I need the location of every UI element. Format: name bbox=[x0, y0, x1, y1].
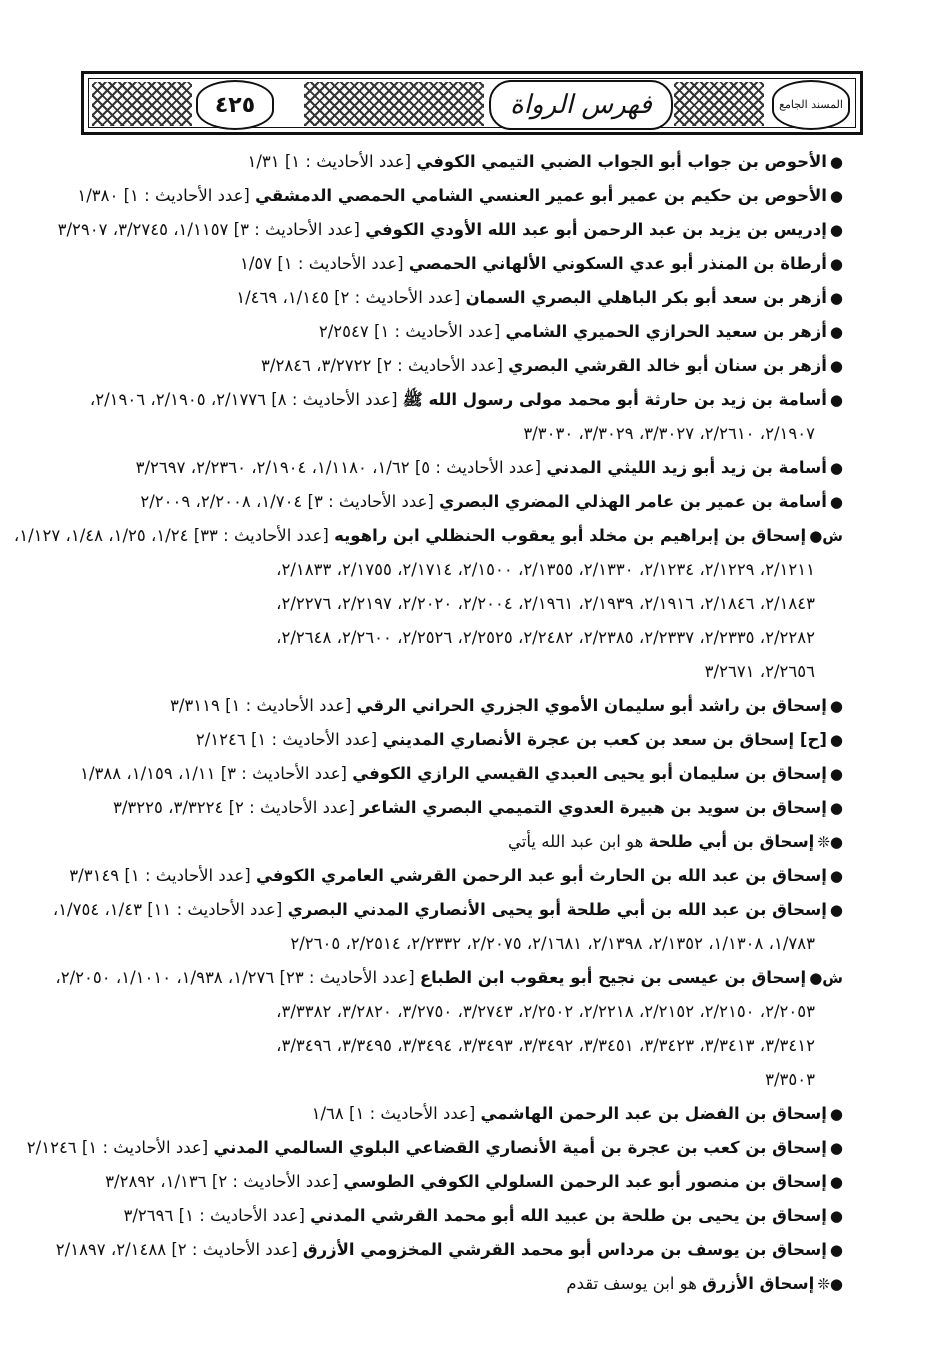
entry-bullet: ● bbox=[829, 221, 843, 239]
entry-bullet: ● bbox=[829, 493, 843, 511]
hadith-count: [عدد الأحاديث : ٨] bbox=[271, 390, 398, 409]
hadith-references: ٣/٢٦٩٦ bbox=[123, 1206, 174, 1225]
references-continuation: ٣/٣٥٠٣ bbox=[765, 1070, 815, 1089]
index-entry bbox=[57, 213, 843, 247]
narrator-name: أسامة بن زيد أبو زيد الليثي المدني bbox=[546, 458, 827, 477]
index-entry bbox=[55, 1233, 843, 1267]
hadith-count: [عدد الأحاديث : ١١] bbox=[147, 900, 283, 919]
index-entry bbox=[83, 247, 843, 281]
narrator-name: إسحاق بن عيسى بن نجيح أبو يعقوب ابن الطباع bbox=[419, 968, 807, 987]
hadith-count: [عدد الأحاديث : ١] bbox=[277, 254, 404, 273]
index-entry bbox=[83, 1267, 843, 1301]
entry-bullet: ● bbox=[829, 187, 843, 205]
hadith-count: [عدد الأحاديث : ٣] bbox=[307, 492, 434, 511]
hadith-count: [عدد الأحاديث : ١] bbox=[250, 730, 378, 749]
page-header bbox=[81, 71, 863, 135]
hadith-count: [عدد الأحاديث : ١] bbox=[374, 322, 501, 341]
hadith-references: ١/١١، ١/١٥٩، ١/٣٨٨ bbox=[80, 764, 216, 783]
narrator-name: أسامة بن زيد بن حارثة أبو محمد مولى رسول الله ﷺ bbox=[402, 390, 827, 409]
hadith-count: [عدد الأحاديث : ١] bbox=[349, 1104, 476, 1123]
hadith-count: [عدد الأحاديث : ١] bbox=[284, 152, 412, 171]
entry-bullet: ● bbox=[829, 1139, 843, 1157]
entry-bullet: ● bbox=[829, 799, 843, 817]
index-entry bbox=[80, 757, 843, 791]
hadith-count: [عدد الأحاديث : ٢٣] bbox=[279, 968, 415, 987]
hadith-references: ٣/٣٢٢٤، ٣/٣٢٢٥ bbox=[113, 798, 224, 817]
hadith-references: ١/٥٧ bbox=[239, 254, 273, 273]
hadith-count: [عدد الأحاديث : ٣] bbox=[233, 220, 360, 239]
hadith-count: هو ابن عبد الله يأتي bbox=[508, 832, 644, 851]
references-continuation: ٢/٢٦٥٦، ٣/٢٦٧١ bbox=[704, 662, 815, 681]
hadith-references: ١/٦٨ bbox=[311, 1104, 344, 1123]
narrator-name: إسحاق بن سويد بن هبيرة العدوي التميمي البصري الشاعر bbox=[360, 798, 827, 817]
narrator-name: أزهر بن سعد أبو بكر الباهلي البصري السمان bbox=[465, 288, 827, 307]
narrator-name: إسحاق بن كعب بن عجرة بن أمية الأنصاري القضاعي البلوي السالمي المدني bbox=[213, 1138, 827, 1157]
references-continuation: ١/٧٨٣، ١/١٣٠٨، ٢/١٣٥٢، ٢/١٣٩٨، ٢/١٦٨١، ٢/٢٠٧٥، ٢/٢٣٣٢، ٢/٢٥١٤، ٢/٢٦٠٥ bbox=[290, 934, 815, 953]
entry-bullet: ● bbox=[829, 1173, 843, 1191]
references-continuation: ٢/١٢١١، ٢/١٢٢٩، ٢/١٢٣٤، ٢/١٣٣٠، ٢/١٣٥٥، ٢/١٥٠٠، ٢/١٧١٤، ٢/١٧٥٥، ٢/١٨٣٣، bbox=[276, 560, 815, 579]
entry-bullet: ● bbox=[829, 765, 843, 783]
hadith-references: ١/١١٥٧، ٣/٢٧٤٥، ٣/٢٩٠٧ bbox=[57, 220, 229, 239]
narrator-name: إسحاق بن عبد الله بن أبي طلحة أبو يحيى الأنصاري المدني البصري bbox=[287, 900, 827, 919]
index-entry bbox=[83, 485, 843, 519]
hadith-count: [عدد الأحاديث : ١] bbox=[225, 696, 352, 715]
references-continuation: ٣/٣٤١٢، ٣/٣٤١٣، ٣/٣٤٢٣، ٣/٣٤٥١، ٣/٣٤٩٢، ٣/٣٤٩٣، ٣/٣٤٩٤، ٣/٣٤٩٥، ٣/٣٤٩٦، bbox=[276, 1036, 815, 1055]
entry-bullet: ●❊ bbox=[817, 833, 843, 851]
hadith-count: [عدد الأحاديث : ١] bbox=[123, 186, 250, 205]
book-logo: المسند الجامع bbox=[772, 80, 850, 130]
hadith-references: ٢/١٤٨٨، ٢/١٨٩٧ bbox=[55, 1240, 167, 1259]
index-entry bbox=[83, 145, 843, 179]
narrator-name: إسحاق الأزرق bbox=[702, 1274, 815, 1293]
hadith-references: ١/٣١ bbox=[247, 152, 280, 171]
entry-bullet: ● bbox=[829, 391, 843, 409]
hadith-references: ١/٦٢، ١/١١٨٠، ٢/١٩٠٤، ٢/٢٣٦٠، ٣/٢٦٩٧ bbox=[135, 458, 410, 477]
narrator-name: الأحوص بن جواب أبو الجواب الضبي التيمي الكوفي bbox=[416, 152, 827, 171]
hadith-count: [عدد الأحاديث : ٢] bbox=[228, 798, 355, 817]
hadith-references: ١/٤٣، ١/٧٥٤، bbox=[52, 900, 142, 919]
hadith-references: ١/٧٠٤، ٢/٢٠٠٨، ٢/٢٠٠٩ bbox=[140, 492, 303, 511]
hadith-references: ٢/١٢٤٦ bbox=[195, 730, 246, 749]
index-entry bbox=[83, 1199, 843, 1233]
narrator-name: إسحاق بن عبد الله بن الحارث أبو عبد الرحمن القرشي العامري الكوفي bbox=[255, 866, 827, 885]
narrator-name: إسحاق بن الفضل بن عبد الرحمن الهاشمي bbox=[480, 1104, 827, 1123]
entry-bullet: ش● bbox=[809, 527, 843, 545]
index-entry bbox=[83, 383, 843, 417]
index-entry bbox=[83, 281, 843, 315]
entry-bullet: ● bbox=[829, 901, 843, 919]
entry-bullet: ش● bbox=[809, 969, 843, 987]
narrator-name: الأحوص بن حكيم بن عمير أبو عمير العنسي الشامي الحمصي الدمشقي bbox=[255, 186, 827, 205]
hadith-references: ١/١٣٦، ٣/٢٨٩٢ bbox=[105, 1172, 207, 1191]
index-entry bbox=[83, 349, 843, 383]
entry-bullet: ●❊ bbox=[817, 1275, 843, 1293]
references-continuation: ٢/٢٢٨٢، ٢/٢٣٣٥، ٢/٢٣٣٧، ٢/٢٣٨٥، ٢/٢٤٨٢، ٢/٢٥٢٥، ٢/٢٥٢٦، ٢/٢٦٠٠، ٢/٢٦٤٨، bbox=[276, 628, 815, 647]
narrator-name: إسحاق بن راشد أبو سليمان الأموي الجزري الحراني الرقي bbox=[356, 696, 827, 715]
index-entry bbox=[83, 791, 843, 825]
hadith-references: ٢/١٢٤٦ bbox=[26, 1138, 77, 1157]
narrator-name: إسحاق بن سليمان أبو يحيى العبدي القيسي الرازي الكوفي bbox=[352, 764, 827, 783]
references-continuation: ٢/١٩٠٧، ٢/٢٦١٠، ٣/٣٠٢٧، ٣/٣٠٢٩، ٣/٣٠٣٠ bbox=[523, 424, 815, 443]
hadith-count: [عدد الأحاديث : ٢] bbox=[334, 288, 461, 307]
hadith-references: ١/١٤٥، ١/٤٦٩ bbox=[236, 288, 329, 307]
hadith-count: [عدد الأحاديث : ١] bbox=[178, 1206, 305, 1225]
narrator-name: أرطاة بن المنذر أبو عدي السكوني الألهاني الحمصي bbox=[408, 254, 827, 273]
entry-bullet: ● bbox=[829, 255, 843, 273]
page-title: فهرس الرواة bbox=[489, 80, 673, 130]
narrator-name: أزهر بن سنان أبو خالد القرشي البصري bbox=[508, 356, 827, 375]
index-entry bbox=[83, 1165, 843, 1199]
entry-bullet: ● bbox=[829, 697, 843, 715]
entry-bullet: ● bbox=[829, 1241, 843, 1259]
ornament-left bbox=[92, 82, 192, 126]
hadith-references: ٣/٢٧٢٢، ٣/٢٨٤٦ bbox=[261, 356, 372, 375]
hadith-references: ١/٣٨٠ bbox=[77, 186, 119, 205]
hadith-count: [عدد الأحاديث : ٣] bbox=[220, 764, 347, 783]
index-entry bbox=[52, 893, 843, 927]
index-entry bbox=[83, 451, 843, 485]
index-entry bbox=[77, 179, 843, 213]
hadith-count: [عدد الأحاديث : ٢] bbox=[376, 356, 503, 375]
hadith-references: ٢/٢٥٤٧ bbox=[318, 322, 369, 341]
entry-bullet: ● bbox=[829, 459, 843, 477]
hadith-count: [عدد الأحاديث : ١] bbox=[124, 866, 251, 885]
hadith-count: [عدد الأحاديث : ٢] bbox=[171, 1240, 298, 1259]
narrator-name: إدريس بن يزيد بن عبد الرحمن أبو عبد الله الأودي الكوفي bbox=[365, 220, 827, 239]
hadith-references: ١/٢٤، ١/٢٥، ١/٤٨، ١/١٢٧، bbox=[13, 526, 189, 545]
index-entry bbox=[83, 315, 843, 349]
entry-bullet: ● bbox=[829, 731, 843, 749]
entry-bullet: ● bbox=[829, 323, 843, 341]
entry-bullet: ● bbox=[829, 1105, 843, 1123]
hadith-references: ٣/٣١١٩ bbox=[169, 696, 220, 715]
hadith-count: هو ابن يوسف تقدم bbox=[566, 1274, 697, 1293]
references-continuation: ٢/٢٠٥٣، ٢/٢١٥٠، ٢/٢١٥٢، ٢/٢٢١٨، ٢/٢٥٠٢، ٣/٢٧٤٣، ٣/٢٧٥٠، ٣/٢٨٢٠، ٣/٣٣٨٢، bbox=[276, 1002, 815, 1021]
narrator-name: إسحاق بن أبي طلحة bbox=[648, 832, 815, 851]
hadith-count: [عدد الأحاديث : ٢] bbox=[211, 1172, 339, 1191]
entry-bullet: ● bbox=[829, 1207, 843, 1225]
hadith-count: [عدد الأحاديث : ١] bbox=[81, 1138, 209, 1157]
references-continuation: ٢/١٨٤٣، ٢/١٨٤٦، ٢/١٩١٦، ٢/١٩٣٩، ٢/١٩٦١، ٢/٢٠٠٤، ٢/٢٠٢٠، ٢/٢١٩٧، ٢/٢٢٧٦، bbox=[276, 594, 815, 613]
narrator-name: إسحاق بن إبراهيم بن مخلد أبو يعقوب الحنظلي ابن راهويه bbox=[334, 526, 807, 545]
entry-bullet: ● bbox=[829, 867, 843, 885]
index-entry bbox=[83, 825, 843, 859]
index-entry bbox=[83, 723, 843, 757]
page-number: ٤٢٥ bbox=[196, 80, 274, 130]
hadith-references: ٢/١٧٧٦، ٢/١٩٠٥، ٢/١٩٠٦، bbox=[89, 390, 267, 409]
index-entry bbox=[83, 1097, 843, 1131]
index-entry bbox=[26, 1131, 843, 1165]
narrator-name: أزهر بن سعيد الحرازي الحميري الشامي bbox=[505, 322, 827, 341]
narrator-name: إسحاق بن يوسف بن مرداس أبو محمد القرشي المخزومي الأزرق bbox=[302, 1240, 827, 1259]
narrator-name: [ح] إسحاق بن سعد بن كعب بن عجرة الأنصاري المديني bbox=[382, 730, 827, 749]
ornament-center-right bbox=[674, 82, 764, 126]
hadith-count: [عدد الأحاديث : ٥] bbox=[414, 458, 542, 477]
entry-bullet: ● bbox=[829, 289, 843, 307]
hadith-references: ١/٢٧٦، ١/٩٣٨، ١/١٠١٠، ٢/٢٠٥٠، bbox=[55, 968, 275, 987]
entry-bullet: ● bbox=[829, 357, 843, 375]
hadith-references: ٣/٣١٤٩ bbox=[69, 866, 120, 885]
index-entry bbox=[69, 859, 843, 893]
index-entry bbox=[13, 519, 843, 553]
index-entry bbox=[83, 689, 843, 723]
ornament-center-left bbox=[304, 82, 484, 126]
narrator-name: إسحاق بن منصور أبو عبد الرحمن السلولي الكوفي الطوسي bbox=[343, 1172, 827, 1191]
entry-bullet: ● bbox=[829, 153, 843, 171]
narrator-name: إسحاق بن يحيى بن طلحة بن عبيد الله أبو محمد القرشي المدني bbox=[310, 1206, 827, 1225]
index-entry bbox=[55, 961, 843, 995]
hadith-count: [عدد الأحاديث : ٣٣] bbox=[193, 526, 329, 545]
narrator-name: أسامة بن عمير بن عامر الهذلي المضري البصري bbox=[439, 492, 827, 511]
